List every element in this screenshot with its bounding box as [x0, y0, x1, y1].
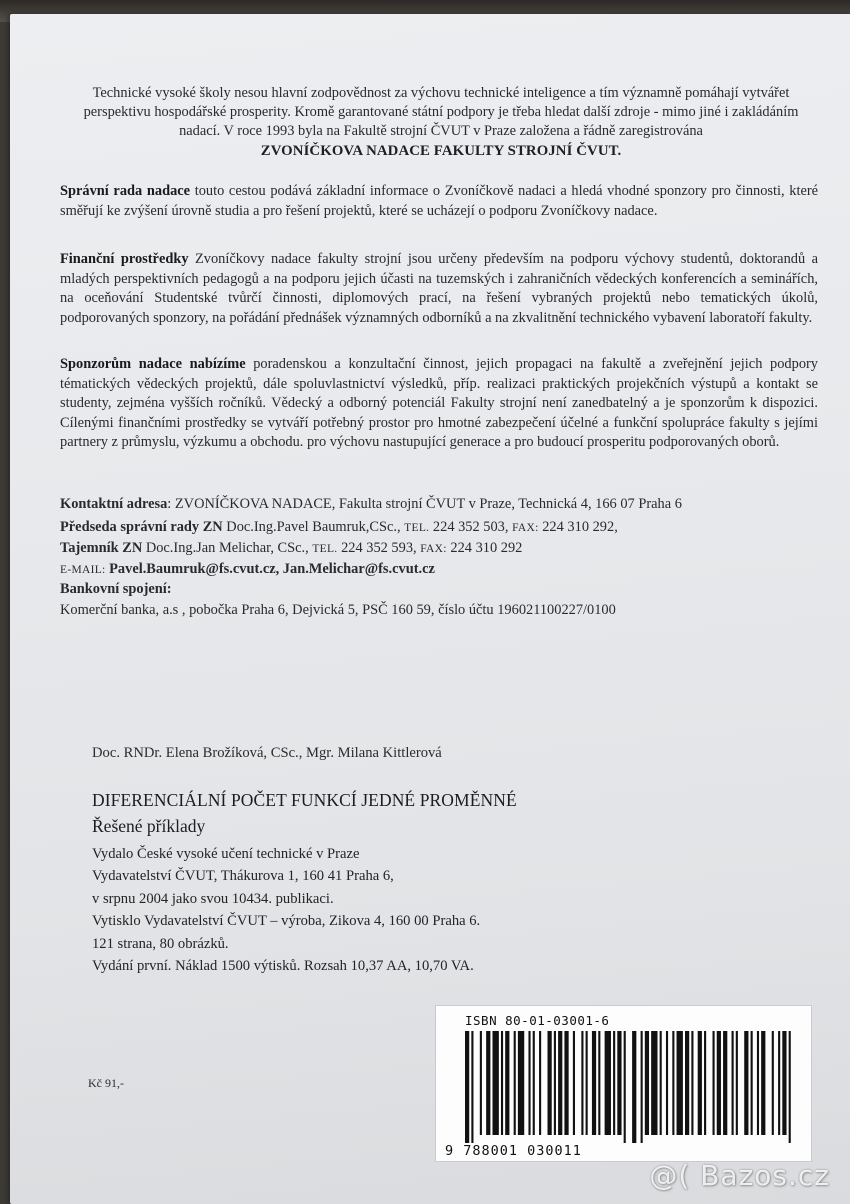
barcode-bar: [586, 1031, 588, 1135]
barcode-bar: [677, 1031, 683, 1135]
barcode-bar: [666, 1031, 668, 1135]
imprint-line: Vydavatelství ČVUT, Thákurova 1, 160 41 Praha 6,: [92, 868, 394, 885]
section-lead: Finanční prostředky: [60, 251, 189, 267]
email-addresses: Pavel.Baumruk@fs.cvut.cz, Jan.Melichar@fs.cvut.cz: [105, 561, 435, 577]
imprint-line: 121 strana, 80 obrázků.: [92, 935, 229, 952]
barcode-bar: [558, 1031, 562, 1135]
secretary-label: Tajemník ZN: [60, 540, 143, 556]
barcode-bar: [751, 1031, 753, 1135]
secretary-name: Doc.Ing.Jan Melichar, CSc.,: [142, 540, 313, 556]
chair-label: Předseda správní rady ZN: [60, 519, 223, 535]
section-board: [60, 182, 818, 221]
barcode-bar: [772, 1031, 774, 1135]
barcode-bar: [573, 1031, 575, 1135]
barcode-bar: [717, 1031, 721, 1135]
barcode-bar: [645, 1031, 649, 1135]
contact-email: [60, 559, 435, 580]
imprint-line: v srpnu 2004 jako svou 10434. publikaci.: [92, 890, 334, 907]
barcode-bar: [598, 1031, 600, 1135]
barcode-bar: [554, 1031, 556, 1135]
chair-tel-label: TEL.: [404, 522, 430, 534]
barcode-bar: [744, 1031, 748, 1135]
barcode-bar: [613, 1031, 615, 1135]
barcode-bar: [736, 1031, 738, 1135]
secretary-tel-label: TEL.: [312, 543, 338, 555]
contact-address-name: : ZVONÍČKOVA NADACE,: [167, 496, 339, 512]
barcode-bar: [624, 1031, 626, 1143]
book-authors: Doc. RNDr. Elena Brožíková, CSc., Mgr. Milana Kittlerová: [92, 745, 442, 761]
imprint-line: Vydání první. Náklad 1500 výtisků. Rozsah 10,37 AA, 10,70 VA.: [92, 958, 474, 975]
contact-chair: [60, 517, 618, 538]
section-text: touto cestou podává základní informace o Zvoníčkově nadaci a hledá vhodné sponzory pro činnosti, které směřují ke zvýšení úrovně studia a pro řešení projektů, které se ucházejí o podporu Zvoníčkovy nadace.: [60, 183, 819, 219]
barcode-bar: [548, 1031, 552, 1135]
barcode-bar: [592, 1031, 596, 1135]
book-back-cover: [10, 14, 850, 1204]
book-imprint: [92, 843, 480, 977]
barcode-bar: [465, 1031, 469, 1143]
price: Kč 91,-: [88, 1076, 124, 1090]
section-finance: [60, 250, 818, 328]
barcode-bar: [732, 1031, 734, 1135]
imprint-line: Vydalo České vysoké učení technické v Praze: [92, 846, 360, 862]
section-text: Zvoníčkovy nadace fakulty strojní jsou určeny především na podporu výchovy studentů, doktorandů a mladých perspektivních pedagogů a na podporu jejich účasti na tuzemských i zahraničních vědeckých konferencích a seminářích, na oceňování Studentské tvůrčí činnosti, diplomových prací, na řešení vybraných projektů nebo tematických úkolů, podporovaných sponzory, na pořádání přednášek významných odborníků a na zkvalitnění technického vybavení laboratoří fakulty.: [60, 251, 818, 326]
barcode-bar: [505, 1031, 509, 1135]
barcode-bar: [514, 1031, 516, 1135]
barcode-bar: [581, 1031, 583, 1135]
section-sponsors: [60, 355, 818, 453]
barcode-bar: [660, 1031, 662, 1135]
barcode-bar: [617, 1031, 621, 1135]
section-lead: Správní rada nadace: [60, 183, 191, 199]
barcode-bar: [501, 1031, 503, 1135]
contact-address-label: Kontaktní adresa: [60, 496, 168, 512]
book-title: DIFERENCIÁLNÍ POČET FUNKCÍ JEDNÉ PROMĚNNÉ: [92, 790, 517, 810]
section-lead: Sponzorům nadace nabízíme: [60, 356, 246, 372]
barcode-bar: [704, 1031, 706, 1135]
contact-address: [60, 494, 682, 514]
barcode-bar: [564, 1031, 568, 1135]
book-subtitle: Řešené příklady: [92, 816, 206, 836]
foundation-heading: ZVONÍČKOVA NADACE FAKULTY STROJNÍ ČVUT.: [260, 143, 622, 159]
barcode-bar: [486, 1031, 490, 1135]
barcode-bar: [778, 1031, 780, 1135]
section-text: poradenskou a konzultační činnost, jejich propagaci na fakultě a zveřejnění jejich podpory tématických vědeckých projektů, dále spoluvlastnictví výsledků, příp. realizaci praktických projekčních výstupů a kontakt se studenty, zejména vyšších ročníků. Vědecký a odborný potenciál Fakulty strojní není zanedbatelný a je sponzorům k dispozici. Cílenými finančními prostředky se vytváří potřebný prostor pro hmotné zabezpečení účelné a funkční spolupráce fakulty s jejími partnery z průmyslu, výzkumu a obchodu. pro výchovu nastupující generace a pro budoucí prosperitu podporovaných oborů.: [60, 356, 818, 450]
bank-details: Komerční banka, a.s , pobočka Praha 6, Dejvická 5, PSČ 160 59, číslo účtu 196021100227/0100: [60, 602, 616, 618]
barcode-bar: [518, 1031, 524, 1135]
barcode-bar: [761, 1031, 765, 1135]
barcode-bar: [539, 1031, 541, 1135]
barcode-bar: [789, 1031, 791, 1143]
barcode-bar: [651, 1031, 657, 1135]
isbn-label: ISBN 80-01-03001-6: [465, 1013, 610, 1028]
bank-label: Bankovní spojení: [60, 581, 167, 597]
barcode-bar: [723, 1031, 727, 1135]
barcode-icon: [465, 1031, 795, 1143]
contact-address-text: Fakulta strojní ČVUT v Praze, Technická 4, 166 07 Praha 6: [338, 496, 682, 512]
ean-number: 9 788001 030011: [445, 1143, 582, 1159]
barcode-bar: [493, 1031, 499, 1135]
barcode-bar: [698, 1031, 702, 1135]
barcode-bar: [605, 1031, 611, 1135]
chair-tel: 224 352 503,: [429, 519, 513, 535]
barcode-bar: [533, 1031, 535, 1135]
chair-fax-label: FAX:: [512, 522, 539, 534]
watermark: @( Bazos.cz: [649, 1159, 830, 1192]
barcode-bar: [632, 1031, 636, 1143]
secretary-tel: 224 352 593,: [337, 540, 421, 556]
chair-fax: 224 310 292,: [538, 519, 618, 535]
chair-name: Doc.Ing.Pavel Baumruk,CSc.,: [222, 519, 405, 535]
imprint-line: Vytisklo Vydavatelství ČVUT – výroba, Zikova 4, 160 00 Praha 6.: [92, 913, 481, 930]
barcode-bar: [471, 1031, 473, 1143]
barcode-bar: [528, 1031, 530, 1135]
bank-colon: :: [166, 581, 172, 597]
email-label: E-MAIL:: [60, 564, 106, 576]
secretary-fax: 224 310 292: [446, 540, 523, 556]
barcode-bar: [685, 1031, 689, 1135]
barcode-bar: [713, 1031, 715, 1135]
barcode-bar: [480, 1031, 482, 1135]
barcode-bar: [757, 1031, 759, 1135]
barcode-bar: [641, 1031, 643, 1143]
barcode-bar: [691, 1031, 693, 1135]
barcode-bar: [672, 1031, 674, 1135]
bank-heading: [60, 579, 172, 599]
barcode-bar: [782, 1031, 786, 1135]
contact-secretary: [60, 538, 522, 559]
intro-paragraph: Technické vysoké školy nesou hlavní zodpovědnost za výchovu technické inteligence a tím významně pomáhají vytvářet perspektivu hospodářské prosperity. Kromě garantované státní podpory je třeba hledat další zdroje - mimo jiné i zakládáním nadací. V roce 1993 byla na Fakultě strojní ČVUT v Praze založena a řádně zaregistrována: [83, 85, 799, 139]
secretary-fax-label: FAX:: [420, 543, 447, 555]
